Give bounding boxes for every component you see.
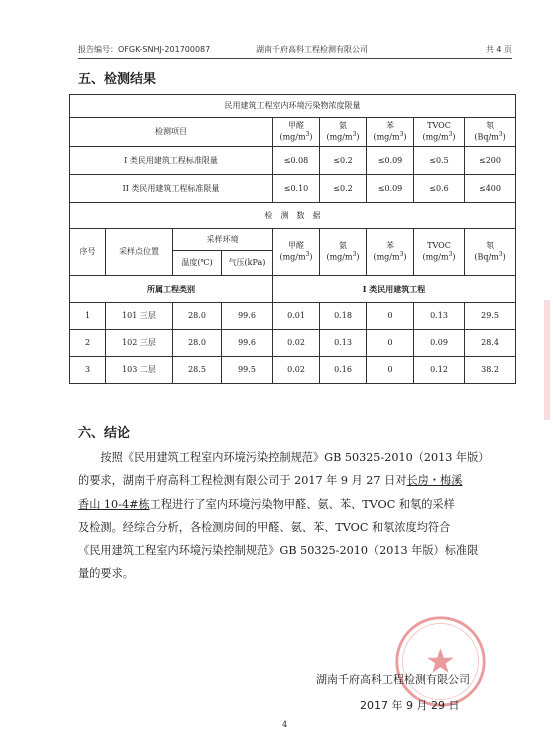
row-temp: 28.0 — [173, 303, 222, 330]
conclusion-paragraph — [78, 446, 490, 586]
row-pressure: 99.6 — [222, 330, 273, 357]
pollutant-header: 苯 $(mg/m^3)$ — [367, 118, 414, 147]
row-value: 0 — [367, 303, 414, 330]
row-value: 0.13 — [414, 303, 465, 330]
row-value: 28.4 — [465, 330, 516, 357]
data-title: 检 测 数 据 — [70, 203, 516, 229]
conclusion-line: 《民用建筑工程室内环境污染控制规范》GB 50325-2010（2013 年版）标准限 — [78, 544, 479, 558]
conclusion-line: 及检测。经综合分析，各检测房间的甲醛、氨、苯、TVOC 和氡浓度均符合 — [78, 520, 451, 534]
row-value: 0.02 — [273, 330, 320, 357]
row-value: 0 — [367, 357, 414, 384]
row-value: 0.13 — [320, 330, 367, 357]
results-table — [69, 94, 516, 384]
limit-value: ≤0.09 — [367, 175, 414, 203]
row-value: 0.01 — [273, 303, 320, 330]
row-temp: 28.5 — [173, 357, 222, 384]
conclusion-line: 量的要求。 — [78, 567, 134, 581]
row-value: 0.12 — [414, 357, 465, 384]
limit-value: ≤0.2 — [320, 147, 367, 175]
row-no: 2 — [70, 330, 106, 357]
row-value: 0.02 — [273, 357, 320, 384]
limit-value: ≤0.08 — [273, 147, 320, 175]
pollutant-header: 苯 $(mg/m^3)$ — [367, 229, 414, 276]
pollutant-header: TVOC $(mg/m^3)$ — [414, 118, 465, 147]
col-pressure: 气压(kPa) — [222, 251, 273, 276]
row-location: 101 三层 — [106, 303, 173, 330]
total-pages: 共 4 页 — [485, 45, 512, 54]
pollutant-header: TVOC $(mg/m^3)$ — [414, 229, 465, 276]
pollutant-header: 氡 $(Bq/m^3)$ — [465, 229, 516, 276]
limit-value: ≤0.10 — [273, 175, 320, 203]
row-value: 0 — [367, 330, 414, 357]
limit-label: II 类民用建筑工程标准限量 — [70, 175, 273, 203]
pollutant-name: 甲醛 — [288, 121, 304, 131]
category-value: I 类民用建筑工程 — [273, 276, 516, 303]
header-divider — [78, 58, 512, 59]
category-label: 所属工程类别 — [70, 276, 273, 303]
row-temp: 28.0 — [173, 330, 222, 357]
pollutant-name: 氡 — [486, 121, 495, 131]
pollutant-header: 氨 $(mg/m^3)$ — [320, 118, 367, 147]
row-value: 0.16 — [320, 357, 367, 384]
row-location: 103 二层 — [106, 357, 173, 384]
col-no: 序号 — [70, 229, 106, 276]
table-row — [70, 330, 516, 357]
limit-value: ≤400 — [465, 175, 516, 203]
header-company: 湖南千府高科工程检测有限公司 — [256, 45, 368, 54]
project-name: 香山 10-4#栋 — [78, 497, 150, 511]
table-row — [70, 357, 516, 384]
row-value: 0.09 — [414, 330, 465, 357]
row-pressure: 99.6 — [222, 303, 273, 330]
row-value: 29.5 — [465, 303, 516, 330]
limit-value: ≤0.5 — [414, 147, 465, 175]
pollutant-header: 甲醛 $(mg/m^3)$ — [273, 118, 320, 147]
conclusion-line: 香山 10-4#栋工程进行了室内环境污染物甲醛、氨、苯、TVOC 和氡的采样 — [78, 497, 455, 511]
signature-company: 湖南千府高科工程检测有限公司 — [316, 673, 470, 686]
col-temp: 温度(℃) — [173, 251, 222, 276]
row-location: 102 三层 — [106, 330, 173, 357]
pollutant-header: 氡 $(Bq/m^3)$ — [465, 118, 516, 147]
row-no: 1 — [70, 303, 106, 330]
margin-stamp-icon — [543, 300, 551, 420]
signature-date: 2017 年 9 月 29 日 — [360, 699, 460, 712]
conclusion-line: 的要求，湖南千府高科工程检测有限公司于 2017 年 9 月 27 日对长房・梅溪 — [78, 474, 463, 488]
pollutant-header: 氨 $(mg/m^3)$ — [320, 229, 367, 276]
company-seal-icon — [393, 614, 488, 709]
row-value: 0.18 — [320, 303, 367, 330]
limit-value: ≤0.09 — [367, 147, 414, 175]
table-caption: 民用建筑工程室内环境污染物浓度限量 — [70, 95, 516, 118]
section-6-title: 六、结论 — [78, 426, 131, 441]
pollutant-name: 氨 — [339, 121, 347, 131]
project-name: 长房・梅溪 — [406, 474, 463, 488]
pollutant-header: 甲醛 $(mg/m^3)$ — [273, 229, 320, 276]
pollutant-name: TVOC — [427, 121, 451, 131]
item-label: 检测项目 — [70, 118, 273, 147]
col-location: 采样点位置 — [106, 229, 173, 276]
limit-value: ≤0.6 — [414, 175, 465, 203]
section-5-title: 五、检测结果 — [78, 72, 157, 87]
limit-label: I 类民用建筑工程标准限量 — [70, 147, 273, 175]
row-no: 3 — [70, 357, 106, 384]
row-pressure: 99.5 — [222, 357, 273, 384]
report-number: 报告编号：OFGK-SNHJ-201700087 — [78, 45, 211, 54]
page-header — [78, 44, 512, 56]
pollutant-name: 苯 — [386, 121, 394, 131]
col-env: 采样环境 — [173, 229, 273, 251]
limit-value: ≤0.2 — [320, 175, 367, 203]
row-value: 38.2 — [465, 357, 516, 384]
table-row — [70, 303, 516, 330]
page-number: 4 — [282, 720, 288, 729]
limit-value: ≤200 — [465, 147, 516, 175]
conclusion-line: 按照《民用建筑工程室内环境污染控制规范》GB 50325-2010（2013 年版） — [78, 451, 490, 464]
